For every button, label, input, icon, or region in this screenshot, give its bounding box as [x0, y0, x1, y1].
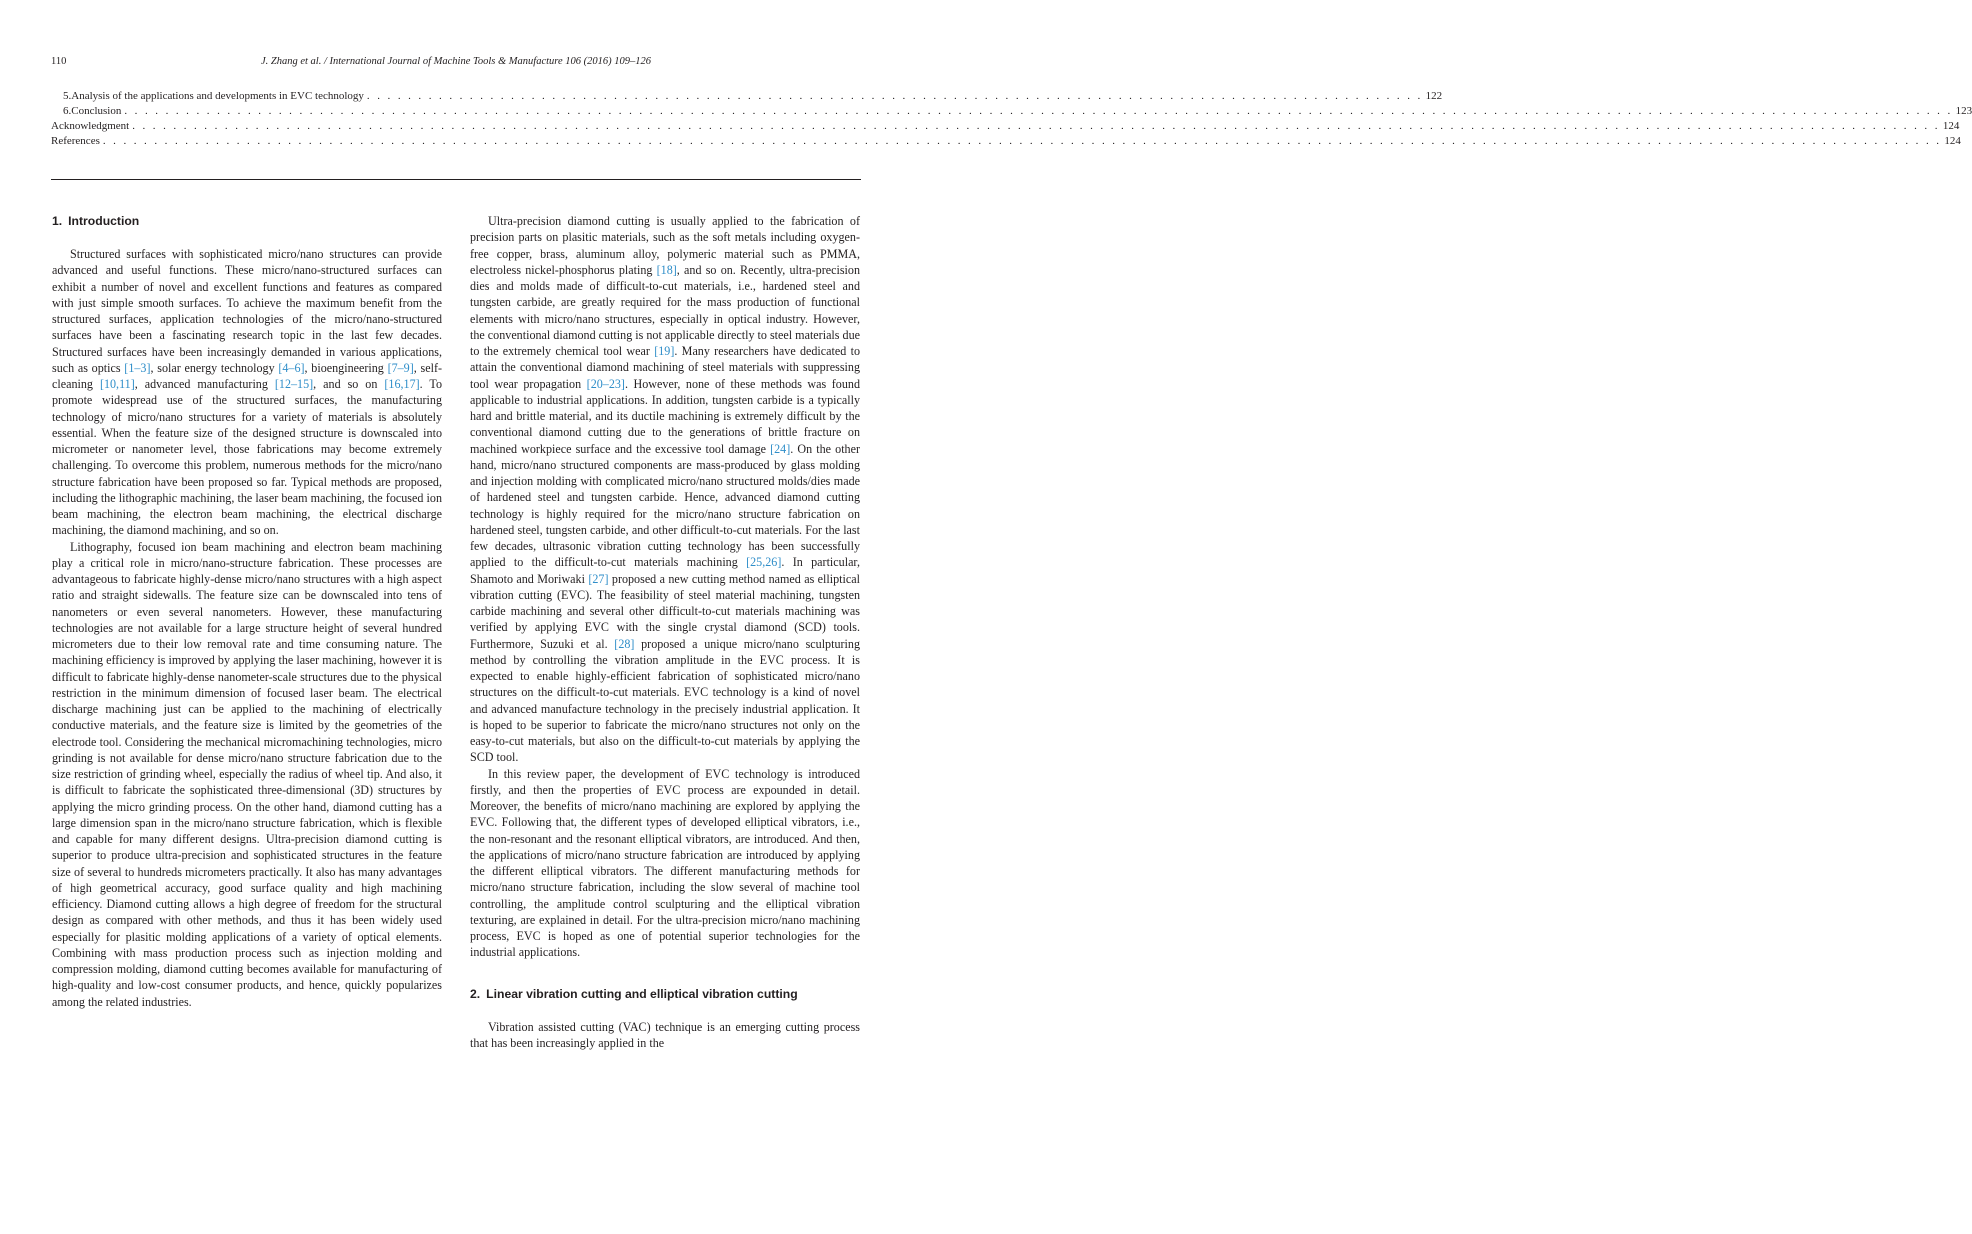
- toc-title: References: [51, 135, 100, 147]
- toc-leader: . . . . . . . . . . . . . . . . . . . . . . . . . . . . . . . . . . . . . . . . . . . . . . . . . . . . . . . . . . . . . . . . . . . . . . . . . . . . . . . . . . . . . . . . . . . . . . . . . . . . . . . . . . . . . . . . . . . . . . . . . . . . . . . . . . . . . . . . . . . . . . . . . . . . . . . . . . . . . . . . . . . . . . . . . . . . . . . .: [132, 120, 1940, 132]
- paragraph: Lithography, focused ion beam machining and electron beam machining play a critical role in micro/nano-structure fabrication. These processes are advantageous to fabricate highly-dense micro/nano structures with a high aspect ratio and straight sidewalls. The feature size can be downscaled into tens of nanometers or even several nanometers. However, these manufacturing technologies are not available for a large structure height of several hundred micrometers due to their low removal rate and time consuming nature. The machining efficiency is improved by applying the laser machining, however it is difficult to fabricate highly-dense nanometer-scale structures due to the physical restriction in the minimum dimension of focused laser beam. The electrical discharge machining just can be applied to the machining of electrically conductive materials, and the feature size is limited by the geometries of the electrode tool. Considering the mechanical micromachining technologies, micro grinding is not available for dense micro/nano structure fabrication due to the size restriction of grinding wheel, especially the radius of wheel tip. And also, it is difficult to fabricate the sophisticated three-dimensional (3D) structures by applying the micro grinding process. On the other hand, diamond cutting has a large dimension span in the micro/nano structure fabrication, which is flexible and capable for many different designs. Ultra-precision diamond cutting is superior to produce ultra-precision and sophisticated structures in the feature size of several to hundreds micrometers practically. It also has many advantages of high geometrical accuracy, good surface quality and high machining efficiency. Diamond cutting allows a high degree of freedom for the structural design as compared with other methods, and thus it has been widely used especially for plasitic molding applications of a variety of optical elements. Combining with mass production process such as injection molding and compression molding, diamond cutting becomes available for manufacturing of high-quality and low-cost consumer products, and hence, quickly popularizes among the related industries.: [52, 539, 442, 1009]
- section-heading-linear-vibration: 2. Linear vibration cutting and elliptical vibration cutting: [470, 986, 798, 1001]
- citation-link[interactable]: [10,11]: [99, 377, 135, 391]
- toc-page: 123: [1955, 105, 1972, 117]
- header-divider: [51, 179, 861, 180]
- citation-link[interactable]: [20–23]: [586, 376, 625, 391]
- running-header: [51, 56, 861, 70]
- toc-title: Conclusion: [71, 105, 122, 117]
- right-column: [470, 213, 860, 1051]
- toc-entry[interactable]: [51, 134, 1961, 149]
- toc-page: 122: [1425, 90, 1443, 102]
- toc-entry[interactable]: 5. Analysis of the applications and developments in EVC technology . . . . . . . . . . . . . . . . . . . . . . . . . . . . . . . . . . . . . . . . . . . . . . . . . . . . . . . . . . . . . . . . . . . . . . . . . . . . . . . . . . . . . . . . . . . . . . . . . . . . . . . 122: [63, 90, 1443, 102]
- toc-page: 124: [1944, 135, 1961, 147]
- toc-title: Analysis of the applications and developments in EVC technology: [71, 90, 364, 102]
- citation-link[interactable]: [1–3]: [124, 360, 151, 375]
- citation-link[interactable]: [27]: [588, 571, 609, 586]
- page-number: 110: [51, 56, 67, 67]
- paragraph: In this review paper, the development of EVC technology is introduced firstly, and then the properties of EVC process are expounded in detail. Moreover, the benefits of micro/nano machining are explored by applying the EVC. Following that, the different types of developed elliptical vibrators, i.e., the non-resonant and the resonant elliptical vibrators, are introduced. And then, the applications of micro/nano structure fabrication are introduced by applying the different elliptical vibrators. The different manufacturing methods for micro/nano structure fabrication, including the slow several of machine tool controlling, the amplitude control sculpturing and the elliptical vibration texturing, are explained in detail. For the ultra-precision micro/nano machining process, EVC is hoped as one of potential superior technologies for the industrial applications.: [470, 766, 860, 960]
- paragraph: Vibration assisted cutting (VAC) technique is an emerging cutting process that has been increasingly applied in the: [470, 1019, 860, 1050]
- toc-entry[interactable]: [51, 119, 1960, 134]
- citation-link[interactable]: [28]: [614, 636, 635, 651]
- table-of-contents: [51, 89, 1972, 149]
- paragraph: Structured surfaces with sophisticated micro/nano structures can provide advanced and useful functions. These micro/nano-structured surfaces can exhibit a number of novel and excellent functions and features as compared with just simple smooth surfaces. To achieve the maximum benefit from the structured surfaces, application technologies of the micro/nano-structured surfaces have been a fascinating research topic in the last few decades. Structured surfaces have been increasingly demanded in various applications, such as optics [1–3], solar energy technology [4–6], bioengineering [7–9], self-cleaning [10,11], advanced manufacturing [12–15], and so on [16,17]. To promote widespread use of the structured surfaces, the manufacturing technology of micro/nano structures for a variety of materials is absolutely essential. When the feature size of the designed structure is downscaled into micrometer or nanometer level, those fabrications may become extremely challenging. To overcome this problem, numerous methods for the micro/nano structure fabrication have been proposed so far. Typical methods are proposed, including the lithographic machining, the laser beam machining, the focused ion beam machining, the electron beam machining, the electrical discharge machining, the diamond machining, and so on.: [52, 247, 442, 538]
- toc-leader: . . . . . . . . . . . . . . . . . . . . . . . . . . . . . . . . . . . . . . . . . . . . . . . . . . . . . . . . . . . . . . . . . . . . . . . . . . . . . . . . . . . . . . . . . . . . . . . . . . . . . . . . . . . . . . . . . . . . . . . . . . . . . . . . . . . . . . . . . . . . . . . . . . . . . . . . . . . . . . . . . . . . . . . . . . . . . . . . . .: [124, 105, 1953, 117]
- citation-link[interactable]: [24]: [770, 441, 791, 456]
- running-title: J. Zhang et al. / International Journal of Machine Tools & Manufacture 106 (2016) 109–126: [260, 56, 652, 67]
- section-heading-introduction: 1. Introduction: [52, 214, 140, 228]
- toc-leader: . . . . . . . . . . . . . . . . . . . . . . . . . . . . . . . . . . . . . . . . . . . . . . . . . . . . . . . . . . . . . . . . . . . . . . . . . . . . . . . . . . . . . . . . . . . . . . . . . . . . . . . . . . . . . . . . . . . . . . . . . . . . . . . . . . . . . . . . . . . . . . . . . . . . . . . . . . . . . . . . . . . . . . . . . . . . . . . . . . .: [102, 135, 1942, 147]
- toc-leader: . . . . . . . . . . . . . . . . . . . . . . . . . . . . . . . . . . . . . . . . . . . . . . . . . . . . . . . . . . . . . . . . . . . . . . . . . . . . . . . . . . . . . . . . . . . . . . . . . . . . . . .: [366, 90, 1423, 102]
- citation-link[interactable]: [18]: [656, 262, 677, 277]
- citation-link[interactable]: [7–9]: [387, 360, 414, 375]
- citation-link[interactable]: [19]: [654, 344, 675, 358]
- toc-entry[interactable]: 6. Conclusion . . . . . . . . . . . . . . . . . . . . . . . . . . . . . . . . . . . . . . . . . . . . . . . . . . . . . . . . . . . . . . . . . . . . . . . . . . . . . . . . . . . . . . . . . . . . . . . . . . . . . . . . . . . . . . . . . . . . . . . . . . . . . . . . . . . . . . . . . . . . . . . . . . . . . . . . . . . . . . . . . . . . . . . . . . . . . . . . . . 123: [63, 105, 1972, 117]
- citation-link[interactable]: [12–15]: [274, 377, 314, 391]
- paragraph: Ultra-precision diamond cutting is usually applied to the fabrication of precision parts on plasitic materials, such as the soft metals including oxygen-free copper, brass, aluminum alloy, polymeric material such as PMMA, electroless nickel-phosphorus plating [18], and so on. Recently, ultra-precision dies and molds made of difficult-to-cut materials, i.e., hardened steel and tungsten carbide, are greatly required for the mass production of functional elements with micro/nano structures, especially in optical industry. However, the conventional diamond cutting is not applicable directly to steel materials due to the extremely chemical tool wear [19]. Many researchers have dedicated to attain the conventional diamond machining of steel materials with suppressing tool wear propagation [20–23]. However, none of these methods was found applicable to industrial applications. In addition, tungsten carbide is a typically hard and brittle material, and its ductile machining is extremely difficult by the conventional diamond cutting due to the generations of brittle fracture on machined workpiece surface and the excessive tool damage [24]. On the other hand, micro/nano structured components are mass-produced by glass molding and injection molding with complicated micro/nano structured molds/dies made of hardened steel and tungsten carbide. Hence, advanced diamond cutting technology is highly required for the micro/nano structure fabrication on hardened steel, tungsten carbide, and other difficult-to-cut materials. For the last few decades, ultrasonic vibration cutting technology has been successfully applied to the difficult-to-cut materials machining [25,26]. In particular, Shamoto and Moriwaki [27] proposed a new cutting method named as elliptical vibration cutting (EVC). The feasibility of steel material machining, tungsten carbide machining and several other difficult-to-cut materials machining was verified by applying EVC with the single crystal diamond (SCD) tools. Furthermore, Suzuki et al. [28] proposed a unique micro/nano sculpturing method by controlling the vibration amplitude in the EVC process. It is expected to enable highly-efficient fabrication of sophisticated micro/nano structures on the difficult-to-cut materials. EVC technology is a kind of novel and advanced manufacture technology in the precisely industrial application. It is hoped to be superior to fabricate the micro/nano structures not only on the easy-to-cut materials, but also on the difficult-to-cut materials by applying the SCD tool.: [470, 214, 861, 765]
- toc-page: 124: [1942, 120, 1960, 132]
- citation-link[interactable]: [4–6]: [278, 360, 305, 375]
- citation-link[interactable]: [16,17]: [384, 377, 420, 391]
- left-column: [52, 213, 442, 1010]
- citation-link[interactable]: [25,26]: [746, 555, 782, 570]
- toc-title: Acknowledgment: [51, 120, 130, 132]
